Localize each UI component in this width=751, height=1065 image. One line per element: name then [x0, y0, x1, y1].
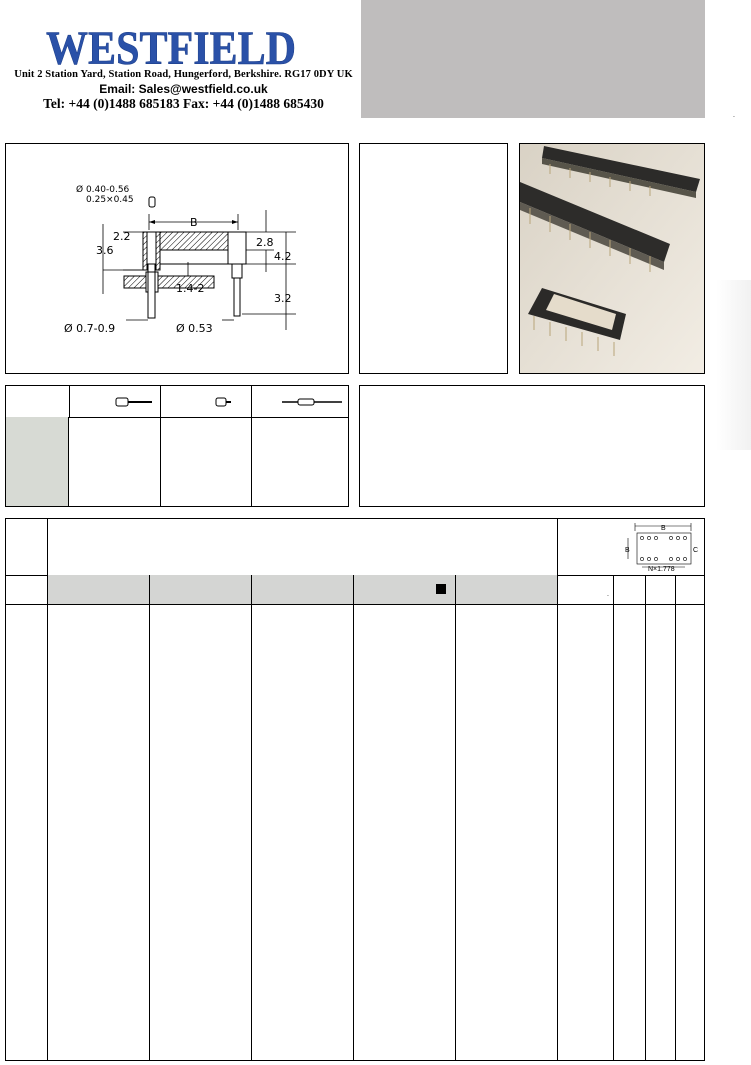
pin-type-grey-cell [6, 417, 69, 506]
diagram-b-top: B [661, 525, 666, 532]
diagram-b-side: B [625, 547, 630, 554]
pin-type-1-icon [70, 386, 160, 416]
company-email[interactable]: Email: Sales@westfield.co.uk [99, 82, 268, 96]
dia-right-label: Ø 0.53 [176, 322, 213, 335]
b-label: B [190, 216, 198, 229]
dim-3-2: 3.2 [274, 292, 292, 305]
pin-type-1-header [70, 386, 161, 417]
rect-pin-shape [149, 197, 155, 207]
blank-panel [359, 143, 508, 374]
column-header-2 [150, 575, 252, 604]
edge-mark: . [733, 112, 735, 119]
column-header-1 [48, 575, 150, 604]
small-mark: . [607, 591, 609, 598]
pin-type-header-blank [6, 386, 70, 417]
column-header-4 [354, 575, 456, 604]
product-photo [519, 143, 705, 374]
dim-1-4-2: 1.4-2 [176, 282, 205, 295]
black-square-icon [436, 584, 446, 594]
rect-pin-label: 0.25×0.45 [86, 195, 134, 205]
diagram-c-side: C [693, 547, 699, 554]
company-phone-fax: Tel: +44 (0)1488 685183 Fax: +44 (0)1488 685430 [43, 96, 324, 111]
dia-left-label: Ø 0.7-0.9 [64, 322, 116, 335]
column-header-5 [456, 575, 558, 604]
pin-layout-diagram [623, 522, 703, 574]
pin-type-2-header [161, 386, 252, 417]
notes-panel [359, 385, 705, 507]
header-grey-panel [361, 0, 705, 118]
socket-dimension-drawing [6, 144, 348, 373]
company-address: Unit 2 Station Yard, Station Road, Hungerford, Berkshire. RG17 0DY UK [14, 69, 353, 80]
pin-type-2-icon [161, 386, 251, 416]
page-edge-shadow [716, 280, 751, 450]
ordering-table [5, 518, 705, 1061]
dim-2-2: 2.2 [113, 230, 131, 243]
dia-top-label: Ø 0.40-0.56 [76, 185, 130, 195]
pin-type-3-header [252, 386, 349, 417]
dim-2-8: 2.8 [256, 236, 274, 249]
logo-text: WESTFIELD [46, 24, 296, 68]
column-header-3 [252, 575, 354, 604]
dim-4-2: 4.2 [274, 250, 292, 263]
pin-type-table [5, 385, 349, 507]
diagram-pitch: N×1.778 [648, 566, 675, 573]
westfield-logo [44, 24, 298, 68]
dimension-drawing-panel [5, 143, 349, 374]
pin-type-3-icon [252, 386, 348, 416]
dim-3-6: 3.6 [96, 244, 114, 257]
ic-sockets-image [520, 144, 704, 373]
